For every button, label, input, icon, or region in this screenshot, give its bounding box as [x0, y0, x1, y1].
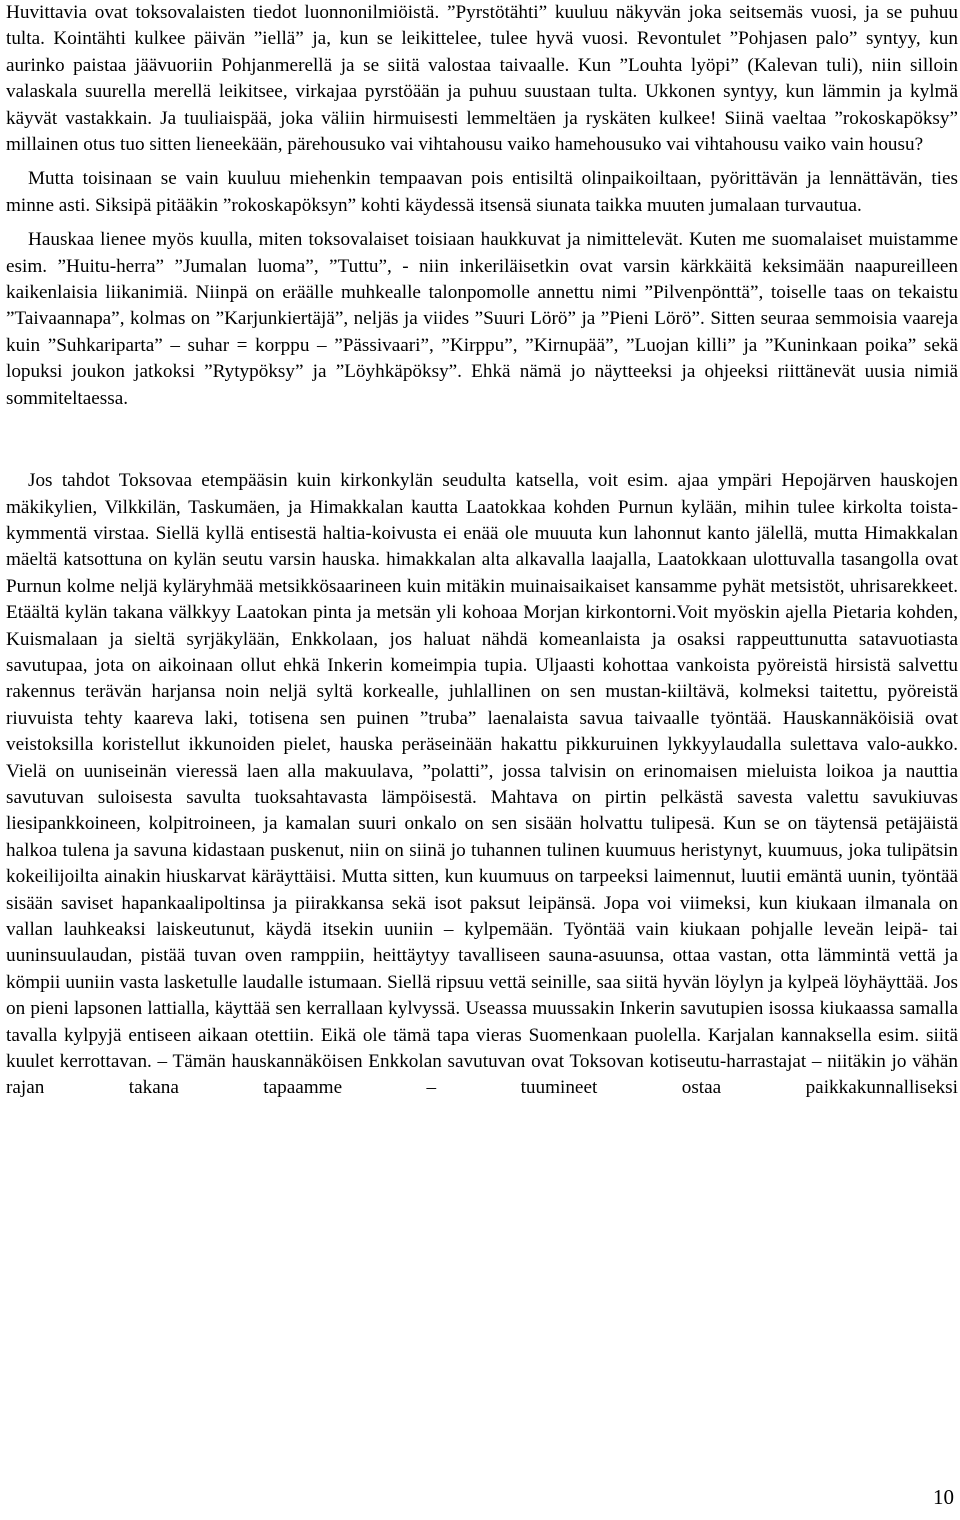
paragraph-natural-phenomena: Huvittavia ovat toksovalaisten tiedot luonnonilmiöistä. ”Pyrstötähti” kuuluu näkyvän joka seitsemäs vuosi, ja se puhuu tulta. Kointähti kulkee päivän ”iellä” ja, kun se leikittelee, tulee hyvä vuosi. Revontulet ”Pohjasen palo” syntyy, kun aurinko paistaa jäävuoriin Pohjanmerellä ja se siitä valostaa taivaalle. Kun ”Louhta lyöpi” (Kalevan tuli), niin silloin valaskala suurella merellä leikitsee, virkajaa pyrstöään ja puhuu suustaan tulta. Ukkonen syntyy, kun lämmin ja kylmä käyvät vastakkain. Ja tuuliaispää, joka väliin hirmuisesti lemmeltäen ja ryskäten kulkee! Siinä vaeltaa ”rokoskapöksy” millainen otus tuo sitten lieneekään, pärehousuko vai vihtahousu vaiko hamehousuko vai vihtahousu vaiko vain housu? [6, 2, 958, 156]
page-number: 10 [933, 1485, 954, 1509]
document-page [6, 0, 958, 1102]
paragraph-nicknames: Hauskaa lienee myös kuulla, miten toksovalaiset toisiaan haukkuvat ja nimittelevät. Kuten me suomalaiset muistamme esim. ”Huitu-herra” ”Jumalan luoma”, ”Tuttu”, - niin inkeriläisetkin ovat varsin kärkkäitä keksimään naapureilleen kaikenlaisia liikanimiä. Niinpä on eräälle muhkealle talonpomolle annettu nimi ”Pilvenpönttä”, toiselle taas on tekaistu ”Taivaannapa”, kolmas on ”Karjunkiertäjä”, neljäs ja viides ”Suuri Lörö” ja ”Pieni Lörö”. Sitten seuraa semmoisia vaareja kuin ”Suhkariparta” – suhar = korppu – ”Pässivaari”, ”Kirppu”, ”Kirnupää”, ”Luojan killi” ja ”Kuninkaan poika” sekä lopuksi joukon jatkoksi ”Rytypöksy” ja ”Löyhkäpöksy”. Ehkä nämä jo näytteeksi ja ohjeeksi riittänevät uusia nimiä sommiteltaessa. [6, 229, 958, 409]
paragraph-whirlwind: Mutta toisinaan se vain kuuluu miehenkin tempaavan pois entisiltä olinpaikoiltaan, pyörittävän ja lennättävän, ties minne asti. Siksipä pitääkin ”rokoskapöksyn” kohti käydessä itsensä siunata taikka muuten jumalaan turvautua. [6, 168, 958, 216]
paragraph-toksova-travel: Jos tahdot Toksovaa etempääsin kuin kirkonkylän seudulta katsella, voit esim. ajaa ympäri Hepojärven hauskojen mäkikylien, Vilkkilän, Taskumäen, ja Himakkalan kautta Laatokkaa kohden Purnun kylään, mihin tulee kirkolta toista-kymmentä virstaa. Siellä kyllä entisestä haltia-koivusta ei enää ole muuuta kun lahonnut kanto jälellä, mutta Himakkalan mäeltä katsottuna on kylän seutu varsin hauska. himakkalan alta alkavalla laajalla, Laatokkaan ulottuvalla tasangolla ovat Purnun kolme neljä kyläryhmää metsikkösaarineen kuin mitäkin muinaisaikaiset kansamme pyhät metsistöt, uhrisarekkeet. Etäältä kylän takana välkkyy Laatokan pinta ja metsän yli kohoaa Morjan kirkontorni.Voit myöskin ajella Pietaria kohden, Kuismalaan ja sieltä syrjäkylään, Enkkolaan, jos haluat nähdä komeanlaista ja osaksi rappeuttunutta satavuotiasta savutupaa, jota on aikoinaan ollut ehkä Inkerin komeimpia tupia. Uljaasti kohottaa vankoista pyöreistä hirsistä salvettu rakennus terävän harjansa noin neljä syltä korkealle, juhlallinen on sen mustan-kiiltävä, kolmeksi taitettu, pyöreistä riuvuista tehty kaareva laki, totisena sen puinen ”truba” laenalaista savua taivaalle työntää. Hauskannäköisiä ovat veistoksilla koristellut ikkunoiden pielet, hauska peräseinään hakattu pikkuruinen lykkyylaudalla sulettava valo-aukko. Vielä on uuniseinän vieressä laen alla makuulava, ”polatti”, jossa talvisin on erinomaisen mieluista loikoa ja nauttia savutuvan suloisesta savulta tuoksahtavasta lämpöisestä. Mahtava on pirtin pelkästä savesta valettu savukiuvas liesipankkoineen, kolpitroineen, ja kamalan suuri onkalo on sen sisään holvattu tulipesä. Kun se on täytensä petäjäistä halkoa tulena ja savuna kidastaan puskenut, niin on siinä jo tuhannen tulinen kuumuus heristynyt, kuumuus, joka tulipätsin kokeilijoilta ainakin hiuskarvat käräyttäisi. Mutta sitten, kun kuumuus on tarpeeksi laimennut, luutii emäntä uunin, työntää sisään saviset hapankaalipoltinsa ja piirakkansa sekä isot paksut leipänsä. Jopa voi viimeksi, kun kiukaan ilmanala on vallan lauhkeaksi laiskeutunut, käydä itsekin uuniin – kylpemään. Työntää vain kiukaan pohjalle leveän leipä- tai uuninsuulaudan, pistää tuvan oven ramppiin, heittäytyy tavalliseen sauna-asuunsa, ottaa vastan, otta lämmintä vettä ja kömpii uuniin vasta lasketulle laudalle istumaan. Siellä ripsuu vettä seinille, saa siitä hyvän löylyn ja kylpeä löyhäyttää. Jos on pieni lapsonen lattialla, käyttää sen kerrallaan kylvyssä. Useassa muussakin Inkerin savutupien isossa kiukaassa samalla tavalla kylpyjä entiseen aikaan otettiin. Eikä ole tämä tapa vieras Suomenkaan puolella. Karjalan kannaksella esim. siitä kuulet kerrottavan. – Tämän hauskannäköisen Enkkolan savutuvan ovat Toksovan kotiseutu-harrastajat – niitäkin jo vähän rajan takana tapaamme – tuumineet ostaa paikkakunnalliseksi [6, 470, 958, 1099]
